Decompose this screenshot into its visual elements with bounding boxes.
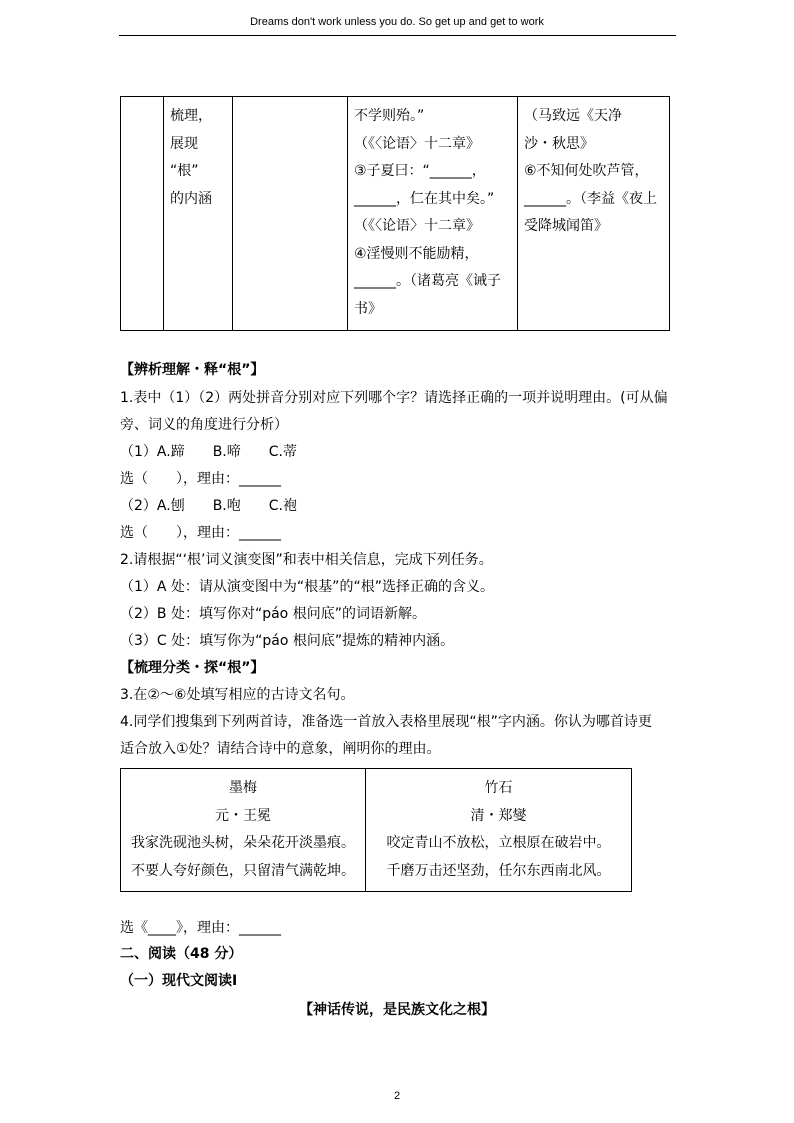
poem-line: 千磨万击还坚劲，任尔东西南北风。 (386, 862, 611, 879)
cell-line: “根” (170, 163, 199, 179)
question-4-text-cont: 适合放入①处？请结合诗中的意象，阐明你的理由。 (120, 741, 441, 757)
page-header-motto: Dreams don't work unless you do. So get up and get to work (250, 16, 544, 28)
poem-cell-left (121, 769, 366, 892)
question-2-task-c: （3）C 处：填写你为“páo 根问底”提炼的精神内涵。 (120, 633, 455, 649)
poem-author: 清・郑燮 (470, 807, 527, 824)
question-3-text: 3.在②～⑥处填写相应的古诗文名句。 (120, 687, 355, 703)
part-2-heading: 二、阅读（48 分） (120, 946, 243, 962)
table-row (121, 769, 632, 892)
cell-line: 不学则殆。” (354, 108, 425, 124)
poem-author: 元・王冕 (215, 807, 271, 824)
cell-line: 书》 (354, 300, 382, 317)
cell-line: ______。（诸葛亮《诫子 (354, 273, 501, 289)
cell-line: ④淫慢则不能励精， (354, 245, 479, 262)
table-cell-empty (233, 97, 348, 331)
cell-line: 沙・秋思》 (524, 135, 594, 152)
table-cell-quotes (348, 97, 518, 331)
question-1-options-1: （1）A.蹄 B.啼 C.蒂 (120, 444, 297, 460)
question-1-answer-1: 选（ ），理由：______ (120, 471, 281, 487)
table-cell-empty (121, 97, 164, 331)
cell-line: ⑥不知何处吹芦管， (524, 163, 649, 179)
cell-line: ③子夏曰：“______， (354, 163, 486, 179)
question-1-text-cont: 旁、词义的角度进行分析） (120, 417, 288, 433)
question-2-task-b: （2）B 处：填写你对“páo 根问底”的词语新解。 (120, 606, 426, 622)
question-4-text: 4.同学们搜集到下列两首诗，准备选一首放入表格里展现“根”字内涵。你认为哪首诗更 (120, 714, 652, 730)
header-divider (119, 35, 676, 36)
cell-line: 受降城闻笛》 (524, 218, 608, 234)
cell-line: 展现 (170, 135, 198, 152)
table-cell-category (164, 97, 233, 331)
poem-table (120, 768, 632, 892)
question-1-text: 1.表中（1）（2）两处拼音分别对应下列哪个字？请选择正确的一项并说明理由。(可从偏 (120, 390, 668, 406)
knowledge-table (120, 96, 670, 331)
cell-line: 梳理， (170, 108, 212, 124)
section-heading-explain: 【辨析理解・释“根”】 (120, 362, 265, 378)
cell-line: （《〈论语〉十二章》 (354, 218, 480, 234)
cell-line: （《〈论语〉十二章》 (354, 135, 480, 152)
cell-line: 的内涵 (170, 190, 212, 207)
table-row (121, 97, 670, 331)
section-heading-classify: 【梳理分类・探“根”】 (120, 660, 265, 676)
poem-line: 咬定青山不放松，立根原在破岩中。 (386, 835, 611, 851)
poem-title: 墨梅 (229, 780, 257, 796)
cell-line: ______。（李益《夜上 (524, 190, 657, 207)
poem-line: 不要人夸好颜色，只留清气满乾坤。 (131, 862, 355, 879)
table-cell-poems (518, 97, 670, 331)
question-1-answer-2: 选（ ），理由：______ (120, 525, 281, 541)
poem-line: 我家洗砚池头树，朵朵花开淡墨痕。 (131, 835, 355, 851)
question-2-text: 2.请根据“‘根’词义演变图”和表中相关信息，完成下列任务。 (120, 552, 493, 568)
poem-title: 竹石 (484, 780, 513, 796)
part-2-subheading: （一）现代文阅读Ⅰ (120, 973, 238, 989)
poem-cell-right (366, 769, 632, 892)
question-2-task-a: （1）A 处：请从演变图中为“根基”的“根”选择正确的含义。 (120, 579, 494, 595)
cell-line: （马致远《天净 (524, 108, 622, 124)
question-4-answer: 选《____》，理由：______ (120, 920, 281, 936)
article-title: 【神话传说，是民族文化之根】 (299, 1002, 495, 1018)
question-1-options-2: （2）A.刨 B.咆 C.袍 (120, 498, 297, 514)
page-number: 2 (393, 1090, 401, 1102)
cell-line: ______，仁在其中矣。” (354, 190, 495, 207)
